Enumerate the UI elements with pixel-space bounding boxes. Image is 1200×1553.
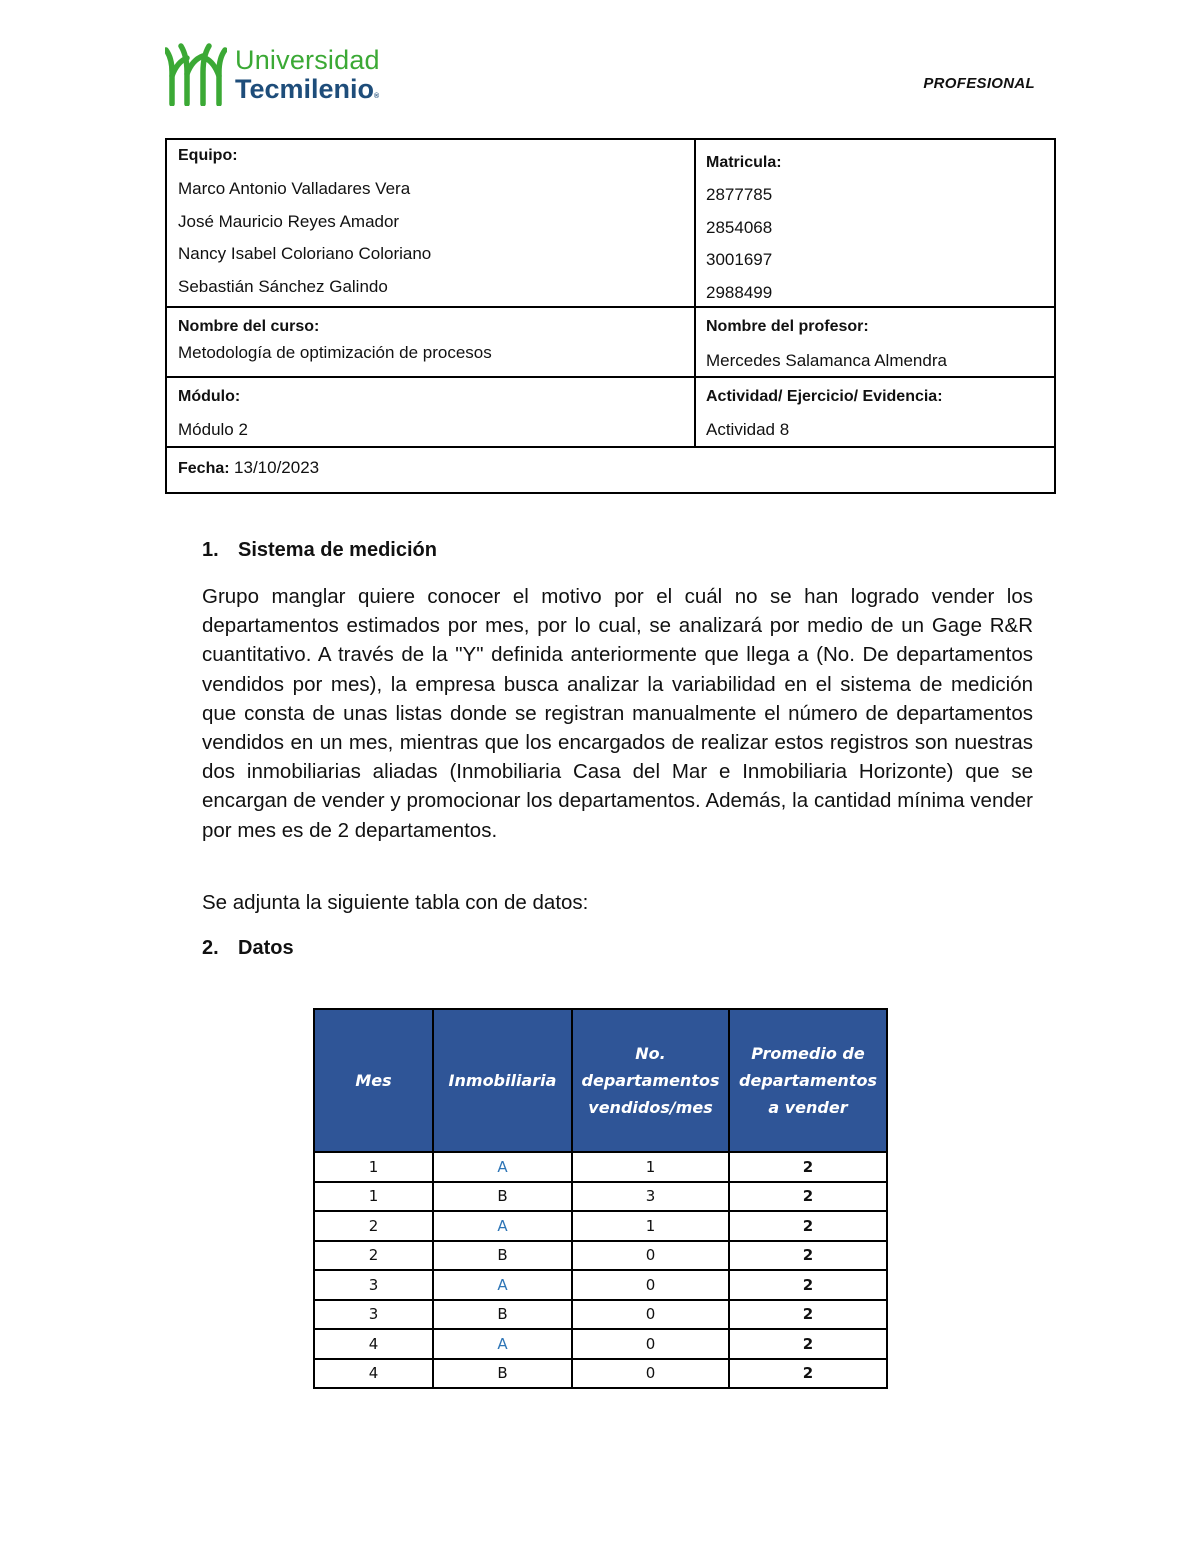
cell-inmobiliaria: B — [433, 1359, 572, 1389]
modulo-label: Módulo: — [178, 388, 241, 405]
modulo-value: Módulo 2 — [178, 420, 248, 439]
table-row — [314, 1182, 887, 1212]
actividad-label: Actividad/ Ejercicio/ Evidencia: — [706, 388, 943, 405]
matricula-label: Matricula: — [706, 154, 782, 171]
cell-inmobiliaria: A — [433, 1152, 572, 1182]
member-name: José Mauricio Reyes Amador — [178, 212, 400, 231]
matricula-value: 2854068 — [706, 218, 773, 237]
cell-promedio: 2 — [729, 1359, 887, 1389]
profesor-label: Nombre del profesor: — [706, 318, 869, 335]
table-row — [314, 1270, 887, 1300]
table-row — [314, 1241, 887, 1271]
fecha-line — [178, 458, 319, 478]
actividad-value: Actividad 8 — [706, 420, 790, 439]
matricula-cell — [696, 140, 1054, 306]
column-header-inmobiliaria: Inmobiliaria — [433, 1009, 572, 1152]
member-name: Sebastián Sánchez Galindo — [178, 277, 388, 296]
table-row — [314, 1329, 887, 1359]
section-heading: 1. Sistema de medición — [202, 539, 437, 561]
header-profesional-label: PROFESIONAL — [923, 75, 1035, 92]
table-row — [314, 1300, 887, 1330]
cell-inmobiliaria: B — [433, 1300, 572, 1330]
cell-vendidos: 0 — [572, 1359, 729, 1389]
equipo-label: Equipo: — [178, 147, 238, 164]
cell-mes: 2 — [314, 1241, 433, 1271]
logo-line-tecmilenio: Tecmilenio® — [235, 74, 380, 104]
section-paragraph-intro-table: Se adjunta la siguiente tabla con de datos: — [202, 891, 589, 914]
profesor-value: Mercedes Salamanca Almendra — [706, 351, 947, 370]
student-info-table — [165, 138, 1056, 494]
cell-inmobiliaria: B — [433, 1241, 572, 1271]
cell-mes: 4 — [314, 1329, 433, 1359]
cell-mes: 2 — [314, 1211, 433, 1241]
cell-mes: 4 — [314, 1359, 433, 1389]
tecmilenio-leaf-icon — [165, 42, 227, 106]
cell-vendidos: 3 — [572, 1182, 729, 1212]
matricula-value: 3001697 — [706, 250, 773, 269]
info-row-module — [167, 376, 1054, 448]
university-logo — [165, 42, 405, 108]
team-cell — [167, 140, 696, 306]
cell-inmobiliaria: A — [433, 1329, 572, 1359]
activity-cell — [696, 376, 1054, 446]
cell-vendidos: 0 — [572, 1270, 729, 1300]
table-row — [314, 1359, 887, 1389]
cell-promedio: 2 — [729, 1211, 887, 1241]
course-cell — [167, 306, 696, 376]
cell-vendidos: 1 — [572, 1211, 729, 1241]
data-table — [313, 1008, 888, 1389]
cell-vendidos: 1 — [572, 1152, 729, 1182]
table-row — [314, 1152, 887, 1182]
cell-promedio: 2 — [729, 1270, 887, 1300]
cell-vendidos: 0 — [572, 1241, 729, 1271]
cell-promedio: 2 — [729, 1329, 887, 1359]
info-row-team — [167, 140, 1054, 308]
module-cell — [167, 376, 696, 446]
cell-inmobiliaria: A — [433, 1211, 572, 1241]
info-row-course — [167, 306, 1054, 378]
table-header-row — [314, 1009, 887, 1152]
cell-promedio: 2 — [729, 1241, 887, 1271]
cell-vendidos: 0 — [572, 1329, 729, 1359]
section-paragraph: Grupo manglar quiere conocer el motivo por el cuál no se han logrado vender los departamentos estimados por mes, por lo cual, se analizará por medio de un Gage R&R cuantitativo. A través de la "Y" definida anteriormente que llega a (No. De departamentos vendidos por mes), la empresa busca analizar la variabilidad en el sistema de medición que consta de unas listas donde se registran manualmente el número de departamentos vendidos en un mes, mientras que los encargados de realizar estos registros son nuestras dos inmobiliarias aliadas (Inmobiliaria Casa del Mar e Inmobiliaria Horizonte) que se encargan de vender y promocionar los departamentos. Además, la cantidad mínima vender por mes es de 2 departamentos. — [202, 585, 1033, 842]
logo-line-universidad: Universidad — [235, 45, 380, 75]
fecha-label: Fecha: — [178, 460, 230, 477]
cell-promedio: 2 — [729, 1152, 887, 1182]
professor-cell — [696, 306, 1054, 376]
cell-inmobiliaria: A — [433, 1270, 572, 1300]
cell-vendidos: 0 — [572, 1300, 729, 1330]
section-heading: 2. Datos — [202, 937, 294, 959]
member-name: Marco Antonio Valladares Vera — [178, 179, 411, 198]
table-row — [314, 1211, 887, 1241]
cell-inmobiliaria: B — [433, 1182, 572, 1212]
info-row-date — [167, 446, 1054, 492]
cell-mes: 3 — [314, 1300, 433, 1330]
cell-mes: 1 — [314, 1182, 433, 1212]
curso-value: Metodología de optimización de procesos — [178, 343, 492, 362]
member-name: Nancy Isabel Coloriano Coloriano — [178, 244, 432, 263]
cell-promedio: 2 — [729, 1300, 887, 1330]
column-header-vendidos: No. departamentos vendidos/mes — [572, 1009, 729, 1152]
curso-label: Nombre del curso: — [178, 318, 320, 335]
fecha-value: 13/10/2023 — [234, 458, 320, 477]
column-header-promedio: Promedio de departamentos a vender — [729, 1009, 887, 1152]
cell-promedio: 2 — [729, 1182, 887, 1212]
column-header-mes: Mes — [314, 1009, 433, 1152]
matricula-value: 2877785 — [706, 185, 773, 204]
cell-mes: 3 — [314, 1270, 433, 1300]
matricula-value: 2988499 — [706, 283, 773, 302]
date-cell — [167, 446, 1054, 492]
cell-mes: 1 — [314, 1152, 433, 1182]
